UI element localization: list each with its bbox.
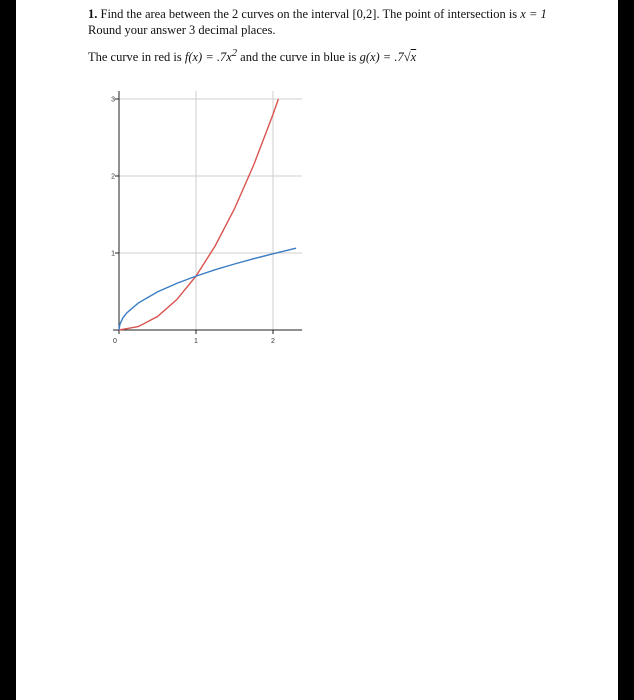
document-page [16,0,618,700]
problem-line-3 [88,46,608,65]
problem-text: Find the area between the 2 curves on the interval [0,2]. The point of intersection is [100,7,521,21]
series-line-0 [119,99,278,330]
intersection-point: x = 1 [520,7,547,21]
y-tick-label-0: 1 [111,250,115,258]
g-formula [360,50,417,64]
problem-number: 1. [88,7,98,21]
f-formula-body: f(x) = .7x [184,50,232,65]
y-tick-label-2: 3 [111,96,115,104]
x-tick-label-0: 0 [113,338,117,345]
problem-line-1 [88,6,608,22]
x-tick-label-2: 2 [271,338,275,345]
sqrt-symbol: √ [403,50,411,65]
problem-line-2: Round your answer 3 decimal places. [88,23,276,37]
graph [91,85,311,355]
g-radicand: x [410,50,417,65]
problem-statement [88,6,608,65]
series-line-1 [119,248,296,330]
f-exponent: 2 [231,48,238,59]
red-curve-text: The curve in red is [88,50,185,65]
f-formula [185,50,237,64]
y-tick-label-1: 2 [111,173,115,181]
x-tick-label-1: 1 [194,338,198,345]
g-formula-body: g(x) = .7 [359,50,404,65]
area-graph-svg [91,85,311,355]
blue-curve-text: and the curve in blue is [237,50,360,65]
